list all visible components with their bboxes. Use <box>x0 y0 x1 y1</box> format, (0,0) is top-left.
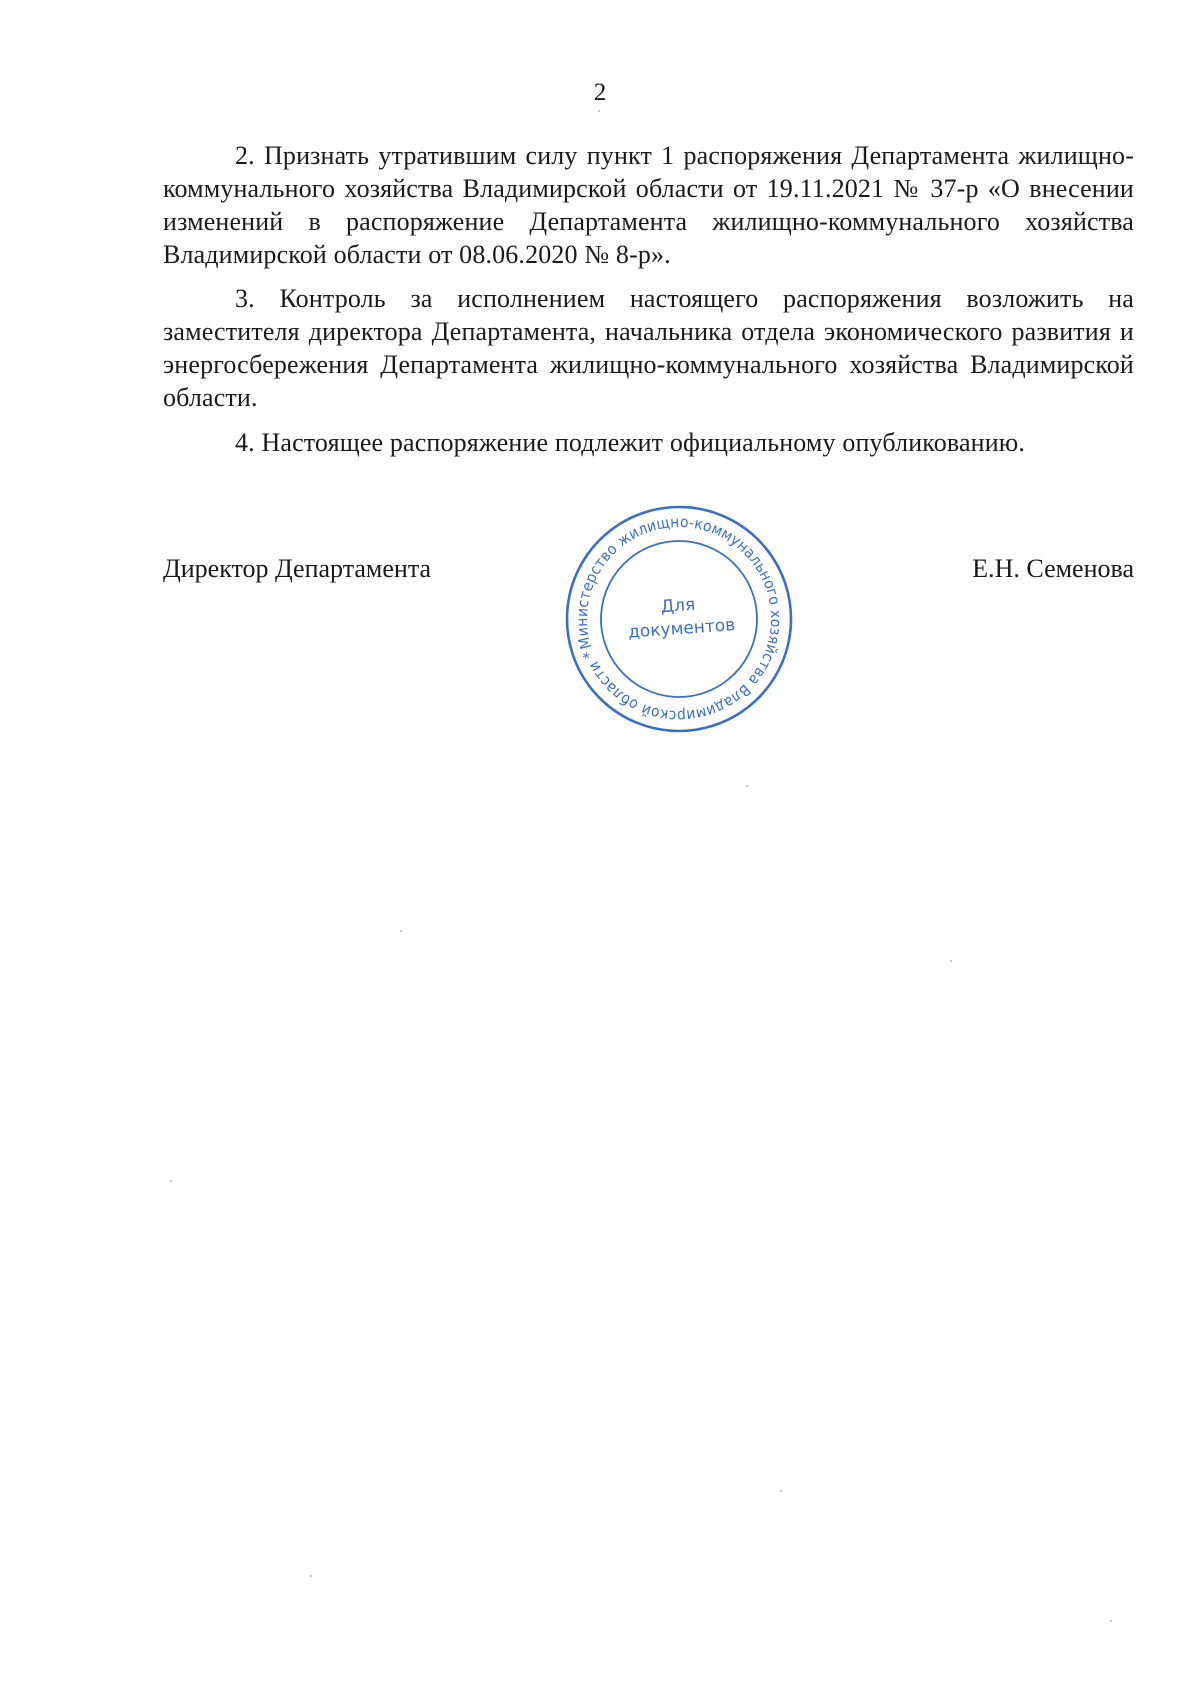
signatory-name: Е.Н. Семенова <box>972 554 1134 583</box>
scan-speck <box>780 1490 782 1492</box>
scan-speck <box>170 1180 172 1182</box>
paragraph-item-4: 4. Настоящее распоряжение подлежит официальному опубликованию. <box>235 428 1026 457</box>
seal-center-line-1: Для <box>660 594 696 618</box>
seal-center-line-2: документов <box>627 615 736 643</box>
scan-speck <box>598 110 600 112</box>
paragraph-item-3: 3. Контроль за исполнением настоящего распоряжения возложить на заместителя директора Департамента, начальника отдела экономического развития и энергосбережения Департамента жилищно-коммунального хозяйства Владимирской области. <box>163 284 1134 412</box>
seal-ring-text: Министерство жилищно-коммунального хозяйства Владимирской области * <box>572 512 786 726</box>
signatory-role: Директор Департамента <box>163 554 432 583</box>
seal-graphic <box>563 503 795 735</box>
scan-speck <box>950 960 952 962</box>
paragraph-item-2: 2. Признать утратившим силу пункт 1 распоряжения Департамента жилищно-коммунального хозяйства Владимирской области от 19.11.2021 № 37-р «О внесении изменений в распоряжение Департамента жилищно-коммунального хозяйства Владимирской области от 08.06.2020 № 8-р». <box>163 141 1134 269</box>
page-number: 2 <box>593 79 607 106</box>
official-seal-stamp <box>563 503 795 735</box>
scan-speck <box>400 930 402 932</box>
scan-speck <box>310 1575 312 1577</box>
scan-speck <box>746 785 748 787</box>
scan-speck <box>1110 1620 1112 1622</box>
